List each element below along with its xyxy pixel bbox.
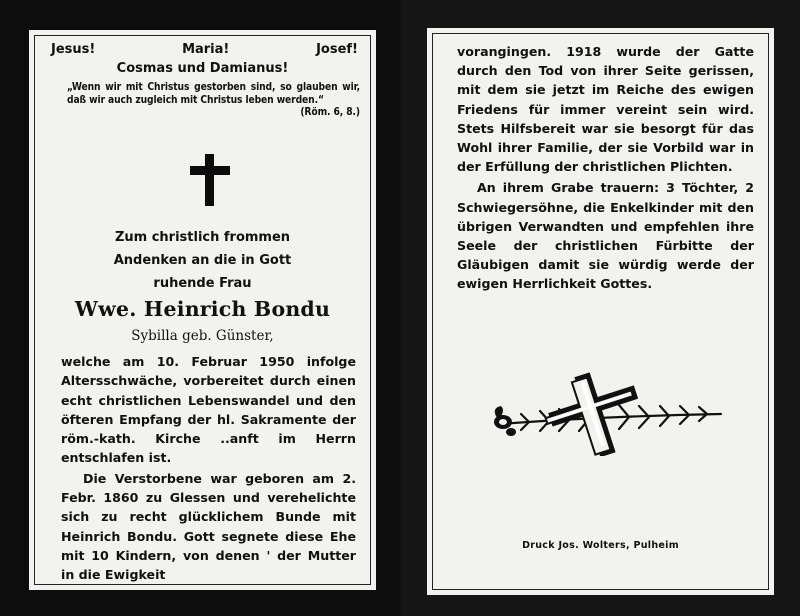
right-paragraph-1: vorangingen. 1918 wurde der Gatte durch den Tod von ihrer Seite gerissen, mit dem sie jetzt im Reiche des ewigen Friedens für immer vereint sein wird. Stets Hilfsbereit war sie besorgt für das Wohl ihrer Familie, der sie Vorbild war in der Erfüllung der christlichen Plichten.: [457, 44, 754, 175]
left-page: [29, 30, 376, 590]
left-paragraph-2: Die Verstorbene war geboren am 2. Febr. 1860 zu Glessen und verehelichte sich zu recht glücklichem Bunde mit Heinrich Bondu. Gott segnete diese Ehe mit 10 Kindern, von denen ' der Mutter in die Ewigkeit: [61, 470, 356, 583]
invocation-row: [51, 42, 358, 57]
latin-cross-icon: [190, 154, 230, 206]
cross-with-palm-branch-icon: [489, 356, 729, 456]
bible-quote: [67, 82, 360, 120]
printer-credit: Druck Jos. Wolters, Pulheim: [522, 540, 679, 551]
saints-line: Cosmas und Damianus!: [116, 61, 289, 76]
invocation-josef: Josef!: [316, 42, 358, 57]
invocation-maria: Maria!: [182, 42, 230, 57]
quote-reference: (Röm. 6, 8.): [300, 107, 360, 119]
maiden-name: Sybilla geb. Günster,: [131, 328, 274, 344]
right-body-text: [457, 42, 754, 294]
right-page: [427, 28, 774, 595]
deceased-name: Wwe. Heinrich Bondu: [74, 297, 331, 321]
right-card: [402, 0, 800, 616]
intro-line-2: Andenken an die in Gott: [113, 253, 292, 268]
left-body-text: [61, 352, 356, 585]
intro-line-3: ruhende Frau: [153, 276, 252, 291]
invocation-jesus: Jesus!: [51, 42, 96, 57]
intro-line-1: Zum christlich frommen: [114, 230, 291, 245]
quote-text: „Wenn wir mit Christus gestorben sind, so glauben wir, daß wir auch zugleich mit Christus leben werden.“: [67, 82, 360, 106]
memorial-intro: [29, 226, 376, 295]
left-paragraph-1: welche am 10. Februar 1950 infolge Altersschwäche, vorbereitet durch einen echt christlichen Lebenswandel und den öfteren Empfang der hl. Sakramente der röm.-kath. Kirche ..anft im Herrn entschlafen ist.: [61, 354, 356, 466]
right-paragraph-2: An ihrem Grabe trauern: 3 Töchter, 2 Schwiegersöhne, die Enkelkinder mit den übrigen Verwandten und empfehlen ihre Seele der christlichen Fürbitte der Gläubigen damit sie würdig werde der ewigen Herrlichkeit Gottes.: [457, 180, 754, 292]
